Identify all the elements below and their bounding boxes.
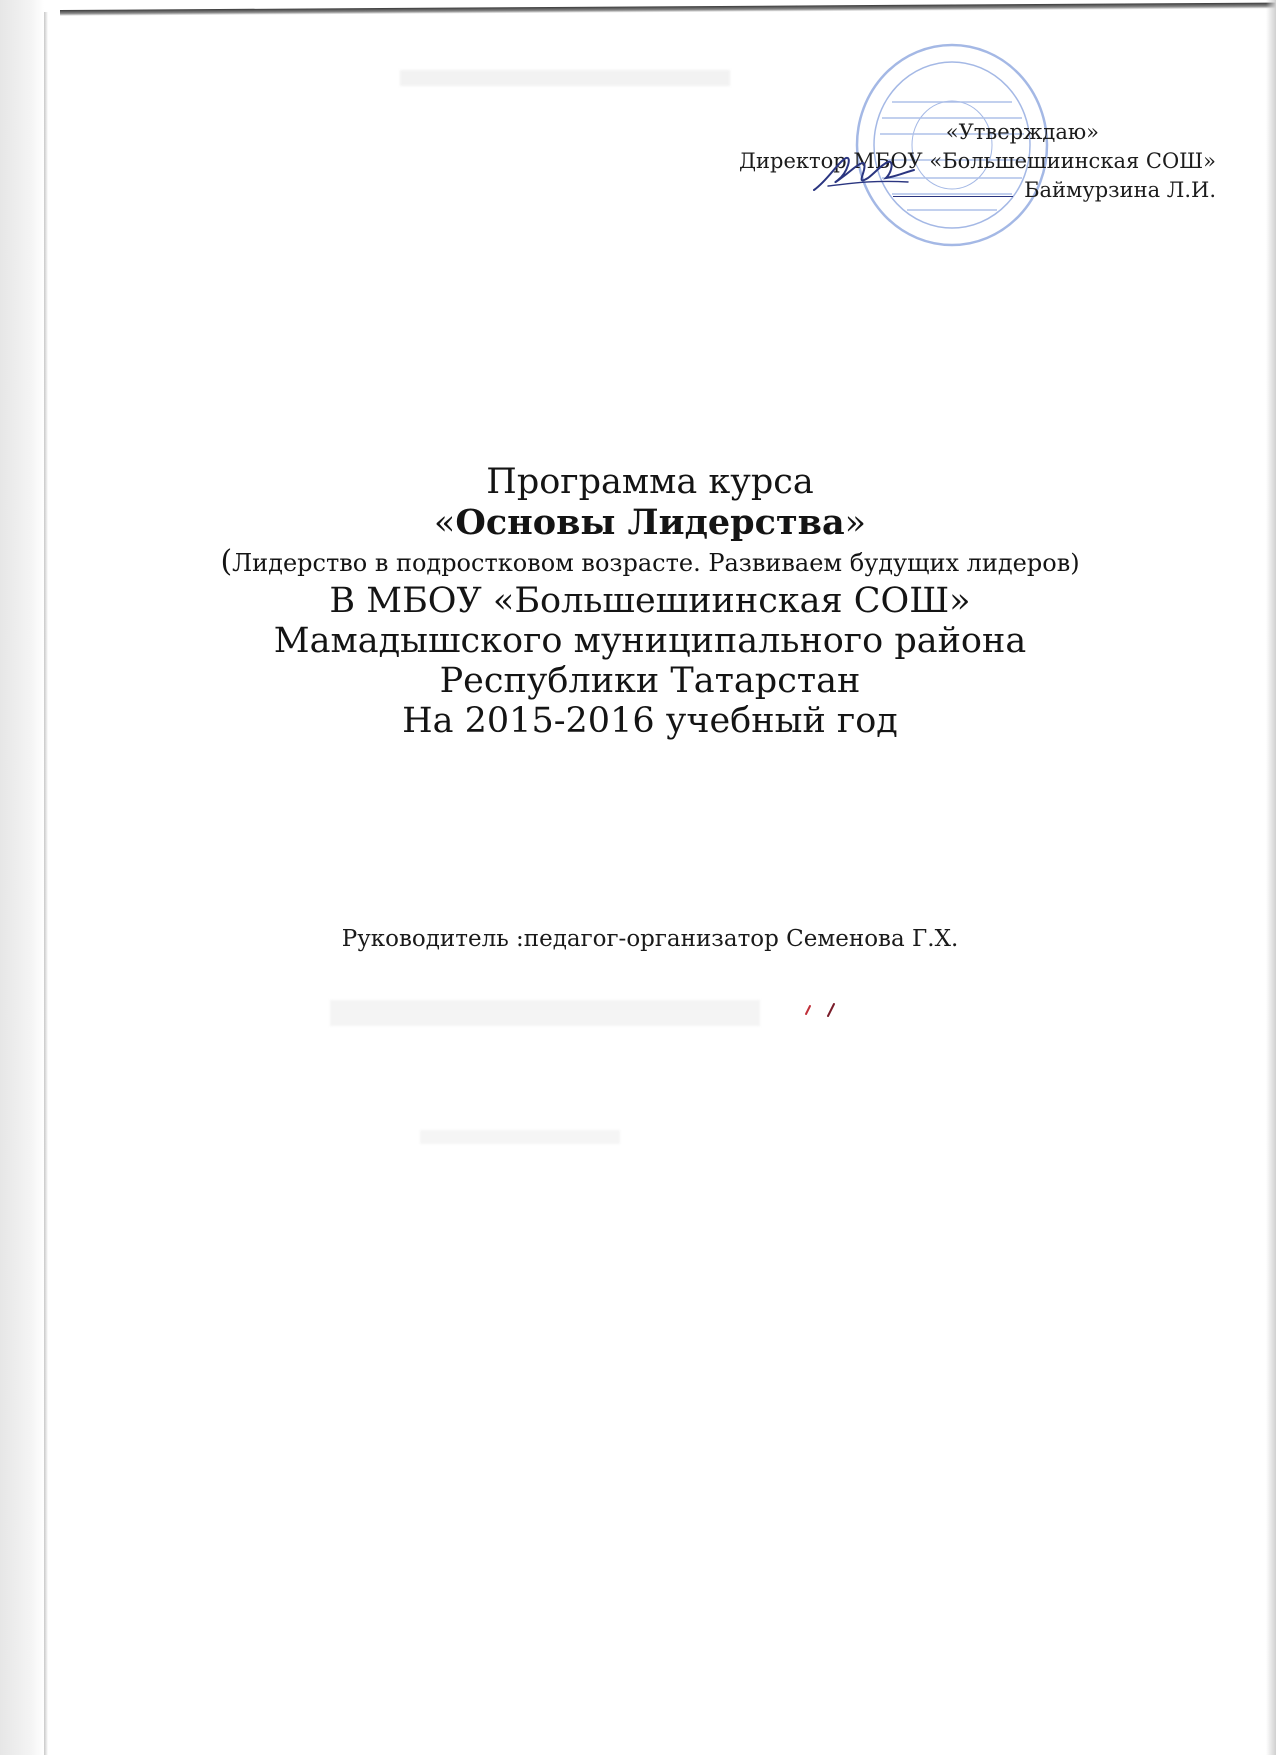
show-through-mark: [420, 1130, 620, 1144]
scan-edge-left: [44, 12, 48, 1755]
title-block: [0, 462, 1276, 741]
academic-year: На 2015-2016 учебный год: [402, 701, 898, 741]
approve-label: «Утверждаю»: [945, 120, 1099, 144]
scan-edge-shadow: [0, 0, 44, 1755]
handwritten-signature-icon: [808, 150, 918, 198]
course-name-line: [0, 502, 1276, 544]
school-name: В МБОУ «Большешиинская СОШ»: [329, 581, 971, 621]
quote-close: »: [844, 503, 867, 543]
district-name: Мамадышского муниципального района: [273, 621, 1027, 661]
subtitle-paren: (: [220, 544, 233, 579]
scan-edge-right: [1266, 0, 1276, 1755]
show-through-mark: [400, 70, 730, 86]
course-subtitle: [0, 544, 1276, 581]
show-through-mark: [330, 1000, 760, 1026]
director-position: Директор МБОУ «Большешиинская СОШ»: [738, 149, 1216, 173]
signer-name: Баймурзина Л.И.: [1024, 178, 1216, 202]
quote-open: «: [433, 503, 456, 543]
scan-edge-top: [60, 3, 1276, 16]
program-leader: Руководитель :педагог-организатор Семенова Г.Х.: [341, 926, 959, 952]
republic-name: Республики Татарстан: [439, 661, 861, 701]
subtitle-text: Лидерство в подростковом возрасте. Развиваем будущих лидеров): [232, 549, 1080, 577]
red-tick-mark-icon: [802, 1000, 842, 1018]
course-name: Основы Лидерства: [455, 502, 845, 543]
program-title: Программа курса: [486, 462, 814, 502]
